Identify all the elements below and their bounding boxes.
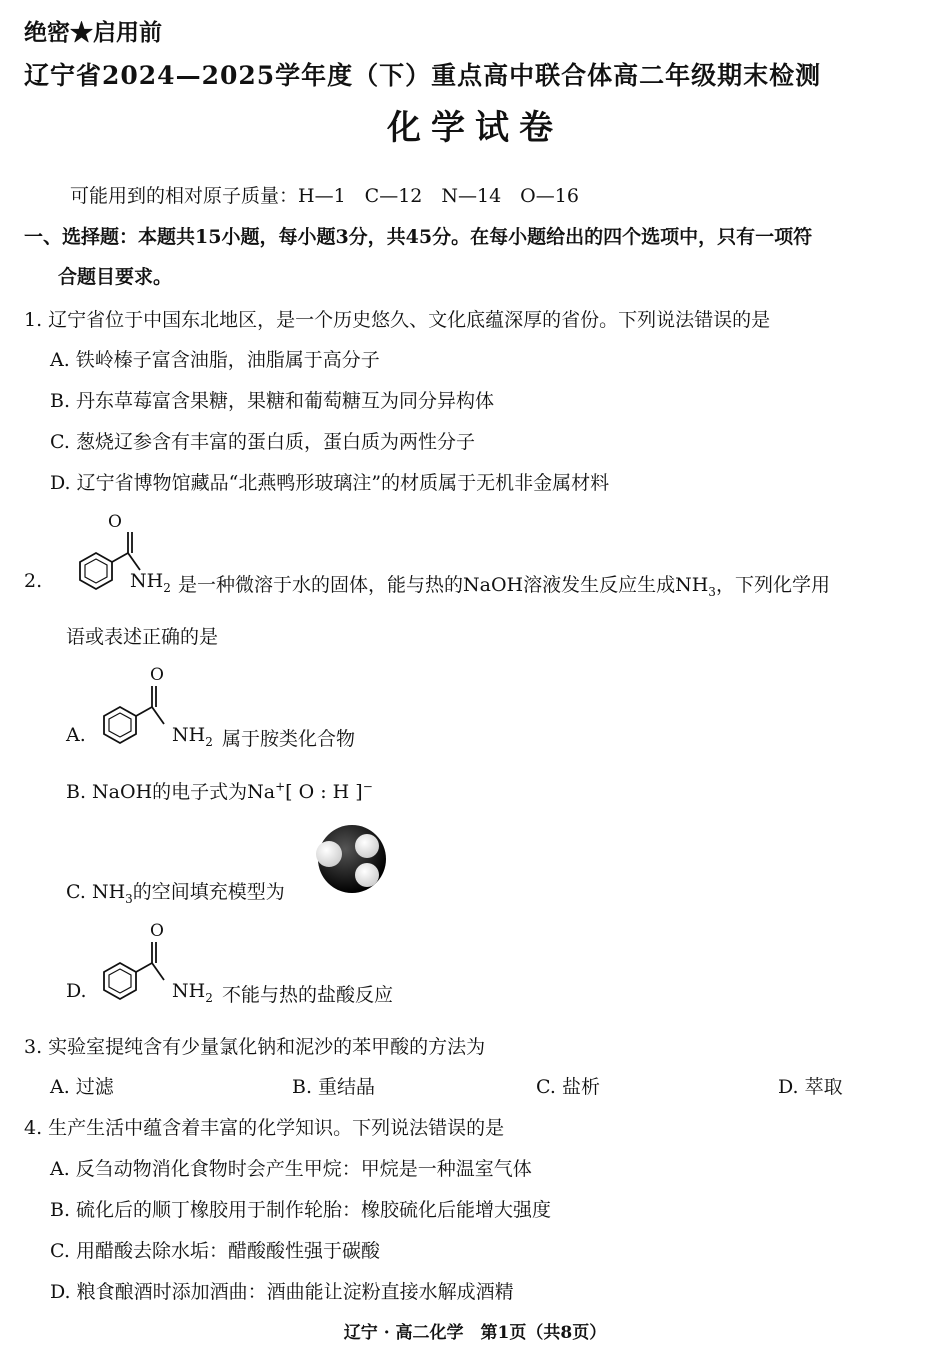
benzamide-structure [76,664,206,764]
q3-stem: 3. 实验室提纯含有少量氯化钠和泥沙的苯甲酸的方法为 [24,1036,486,1058]
q2-option-c: C. $NH_3$的空间填充模型为 [66,881,285,906]
section-heading-line2: 合题目要求。 [58,266,173,288]
q2d-o-label: O [150,921,164,941]
q2-option-a-text: 属于胺类化合物 [222,728,356,750]
confidential-mark: 绝密★启用前 [24,19,162,46]
nh3-space-filling-model [312,819,392,903]
q3-option-a: A. 过滤 [50,1076,114,1098]
subject-title: 化学试卷 [387,108,563,148]
q4-option-c: C. 用醋酸去除水垢：醋酸酸性强于碳酸 [50,1240,380,1262]
q4-option-d: D. 粮食酿酒时添加酒曲：酒曲能让淀粉直接水解成酒精 [50,1281,514,1303]
q2-stem-line2: 语或表述正确的是 [66,626,219,648]
q1-stem: 1. 辽宁省位于中国东北地区，是一个历史悠久、文化底蕴深厚的省份。下列说法错误的是 [24,309,771,331]
q2-nh2-label: $NH_2$ [130,570,171,595]
q2a-nh2-label: $NH_2$ [172,724,213,749]
q1-option-d: D. 辽宁省博物馆藏品“北燕鸭形玻璃注”的材质属于无机非金属材料 [50,472,610,494]
q4-option-b: B. 硫化后的顺丁橡胶用于制作轮胎：橡胶硫化后能增大强度 [50,1199,552,1221]
q2-option-d-letter: D. [66,980,87,1002]
page-footer: 辽宁 · 高二化学 第1页（共8页） [343,1323,607,1343]
q2a-o-label: O [150,665,164,685]
q3-option-b: B. 重结晶 [292,1076,376,1098]
q2-option-b: B. NaOH的电子式为Na+[ O : H ]− [66,779,373,803]
q4-option-a: A. 反刍动物消化食物时会产生甲烷：甲烷是一种温室气体 [50,1158,532,1180]
q1-option-a: A. 铁岭榛子富含油脂，油脂属于高分子 [50,349,380,371]
q2-stem: 是一种微溶于水的固体，能与热的NaOH溶液发生反应生成$NH_3$，下列化学用 [178,574,830,599]
exam-title: 辽宁省2024—2025学年度（下）重点高中联合体高二年级期末检测 [24,61,822,90]
q1-option-c: C. 葱烧辽参含有丰富的蛋白质，蛋白质为两性分子 [50,431,475,453]
q2-option-a-letter: A. [66,724,86,746]
q1-option-b: B. 丹东草莓富含果糖，果糖和葡萄糖互为同分异构体 [50,390,495,412]
q2-number: 2. [24,570,43,592]
q2d-nh2-label: $NH_2$ [172,980,213,1005]
q3-option-c: C. 盐析 [536,1076,600,1098]
q2-o-label: O [108,512,122,532]
section-heading-line1: 一、选择题：本题共15小题，每小题3分，共45分。在每小题给出的四个选项中，只有一项符 [24,226,813,248]
atomic-mass-line: 可能用到的相对原子质量：H—1 C—12 N—14 O—16 [70,185,579,207]
benzamide-structure [76,920,206,1020]
q2-option-d-text: 不能与热的盐酸反应 [222,984,394,1006]
q3-option-d: D. 萃取 [778,1076,843,1098]
q4-stem: 4. 生产生活中蕴含着丰富的化学知识。下列说法错误的是 [24,1117,505,1139]
